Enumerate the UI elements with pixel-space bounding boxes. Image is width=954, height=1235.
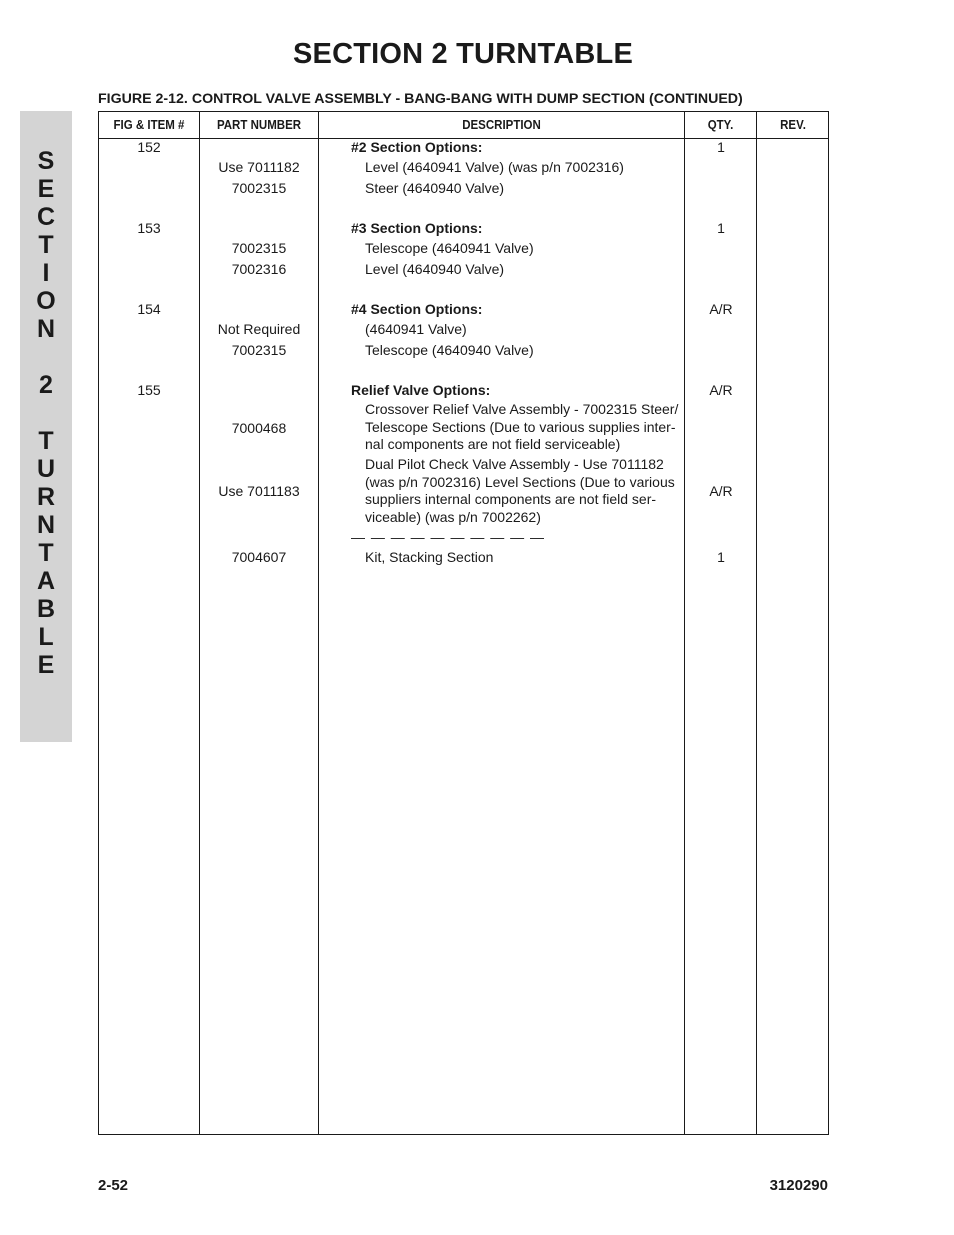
- description-cell: [319, 401, 735, 454]
- fig-item-cell: 155: [137, 382, 161, 398]
- description-cell: #3 Section Options:: [351, 220, 483, 236]
- side-tab-letter: C: [36, 203, 56, 231]
- description-cell: #2 Section Options:: [351, 139, 483, 155]
- side-tab-letter: B: [36, 595, 56, 623]
- description-cell: Steer (4640940 Valve): [365, 180, 505, 196]
- section-side-tab: [20, 111, 72, 742]
- header-description: DESCRIPTION: [462, 118, 541, 132]
- part-number-cell: 7002315: [231, 180, 287, 196]
- description-line: suppliers internal components are not field ser-: [365, 491, 657, 507]
- side-tab-letter: A: [36, 567, 56, 595]
- part-number-cell: 7002315: [231, 342, 287, 358]
- description-cell: Kit, Stacking Section: [365, 549, 494, 565]
- part-number-cell: 7000468: [231, 420, 287, 436]
- qty-cell: A/R: [709, 483, 733, 499]
- description-cell: Level (4640941 Valve) (was p/n 7002316): [365, 159, 624, 175]
- side-tab-letter: 2: [39, 371, 53, 399]
- qty-cell: 1: [717, 549, 725, 565]
- description-line: Crossover Relief Valve Assembly - 7002315 Steer/: [365, 401, 679, 417]
- description-cell: Telescope (4640940 Valve): [365, 342, 534, 358]
- figure-caption: FIGURE 2-12. CONTROL VALVE ASSEMBLY - BANG-BANG WITH DUMP SECTION (CONTINUED): [98, 91, 743, 107]
- part-number-cell: 7004607: [231, 549, 287, 565]
- side-tab-letter: T: [38, 231, 54, 259]
- qty-cell: 1: [717, 220, 725, 236]
- page-title: SECTION 2 TURNTABLE: [293, 38, 633, 70]
- qty-cell: 1: [717, 139, 725, 155]
- page-number: 2-52: [98, 1177, 129, 1194]
- header-qty: QTY.: [707, 118, 734, 132]
- side-tab-letter: L: [38, 623, 54, 651]
- side-tab-letter: T: [38, 427, 54, 455]
- side-tab-letter: U: [36, 455, 56, 483]
- description-cell: #4 Section Options:: [351, 301, 483, 317]
- side-tab-letter: I: [42, 259, 50, 287]
- part-number-cell: Use 7011183: [218, 483, 300, 499]
- description-line: Dual Pilot Check Valve Assembly - Use 7011182: [365, 456, 664, 472]
- side-tab-letter: E: [37, 175, 55, 203]
- description-line: viceable) (was p/n 7002262): [365, 508, 541, 525]
- header-part-number: PART NUMBER: [216, 118, 302, 132]
- qty-cell: A/R: [709, 301, 733, 317]
- side-tab-letter: T: [38, 539, 54, 567]
- side-tab-letter: O: [36, 287, 56, 315]
- description-line: nal components are not field serviceable): [365, 436, 621, 452]
- description-cell: [319, 456, 735, 526]
- side-tab-letter: S: [37, 147, 55, 175]
- part-number-cell: Use 7011182: [218, 159, 300, 175]
- fig-item-cell: 153: [137, 220, 161, 236]
- side-tab-letter: E: [37, 651, 55, 679]
- header-fig-item: FIG & ITEM #: [113, 118, 185, 132]
- part-number-cell: 7002316: [231, 261, 287, 277]
- description-cell: Relief Valve Options:: [351, 382, 491, 398]
- description-cell: Level (4640940 Valve): [365, 261, 505, 277]
- document-number: 3120290: [769, 1177, 828, 1194]
- part-number-cell: 7002315: [231, 240, 287, 256]
- description-cell: Telescope (4640941 Valve): [365, 240, 534, 256]
- side-tab-letter: N: [36, 315, 56, 343]
- parts-table: [98, 111, 829, 1135]
- separator-dashes: — — — — — — — — — —: [351, 529, 546, 545]
- description-line: Telescope Sections (Due to various supplies inter-: [365, 418, 676, 435]
- column-divider: [756, 112, 757, 1134]
- side-tab-letter: N: [36, 511, 56, 539]
- fig-item-cell: 154: [137, 301, 161, 317]
- part-number-cell: Not Required: [217, 321, 301, 337]
- fig-item-cell: 152: [137, 139, 161, 155]
- table-header: [99, 112, 828, 139]
- description-line: (was p/n 7002316) Level Sections (Due to various: [365, 473, 675, 490]
- qty-cell: A/R: [709, 382, 733, 398]
- side-tab-text: [20, 147, 72, 679]
- header-rev: REV.: [780, 118, 806, 132]
- side-tab-letter: R: [36, 483, 56, 511]
- description-cell: (4640941 Valve): [365, 321, 467, 337]
